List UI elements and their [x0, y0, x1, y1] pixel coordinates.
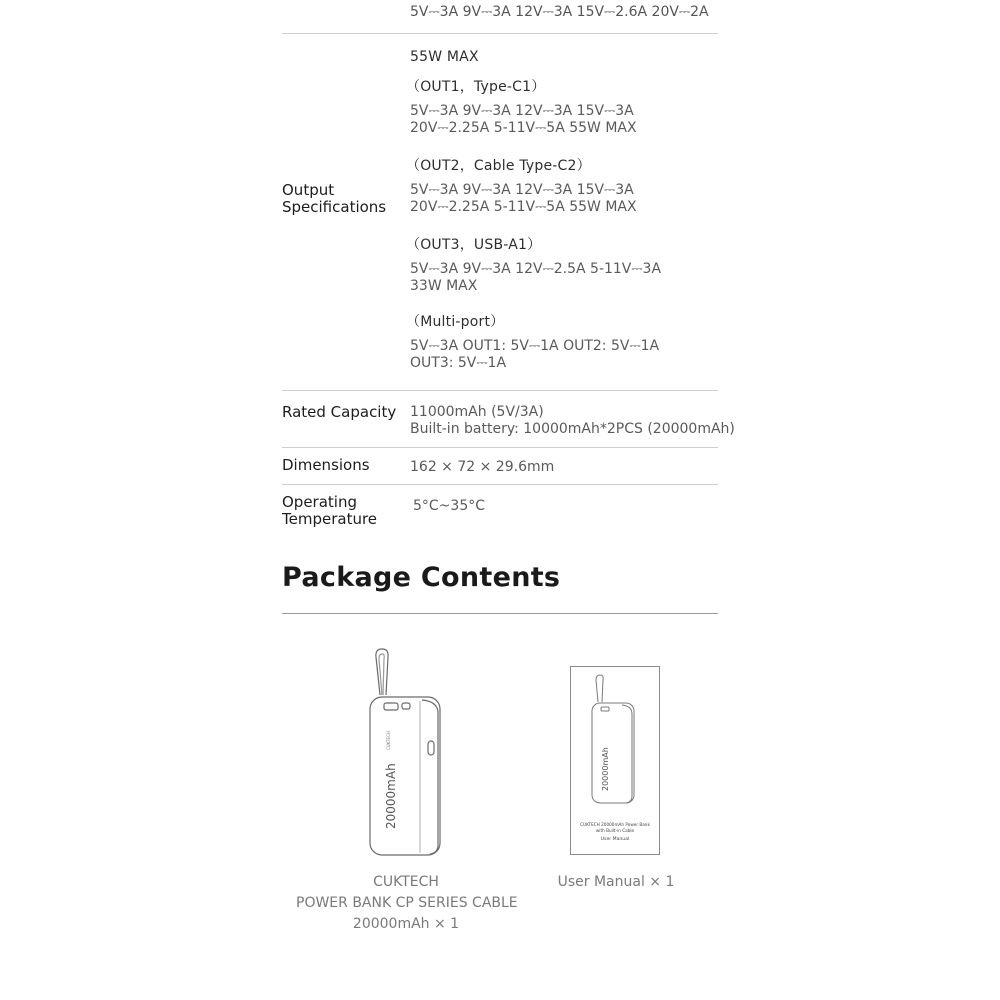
- item1-caption: [296, 872, 516, 935]
- out2-line1: 5V⎓3A 9V⎓3A 12V⎓3A 15V⎓3A: [410, 182, 634, 198]
- manual-cover-line2: with Built-in Cable: [595, 828, 635, 833]
- title-divider: [282, 613, 718, 614]
- rated-capacity-label: Rated Capacity: [282, 403, 397, 421]
- rated-capacity-line1: 11000mAh (5V/3A): [410, 404, 544, 420]
- divider: [282, 390, 718, 391]
- multi-port-line2: OUT3: 5V⎓1A: [410, 355, 507, 371]
- multi-port-line1: 5V⎓3A OUT1: 5V⎓1A OUT2: 5V⎓1A: [410, 338, 660, 354]
- operating-temperature-value: 5°C~35°C: [413, 498, 486, 514]
- rated-capacity-line2: Built-in battery: 10000mAh*2PCS (20000mAh): [410, 421, 735, 437]
- item1-product: POWER BANK CP SERIES CABLE: [296, 895, 518, 911]
- item1-quantity: 20000mAh × 1: [352, 916, 460, 932]
- output-max: 55W MAX: [410, 49, 479, 65]
- package-contents-title: Package Contents: [282, 562, 561, 593]
- out1-line1: 5V⎓3A 9V⎓3A 12V⎓3A 15V⎓3A: [410, 103, 634, 119]
- item2-caption: User Manual × 1: [557, 874, 675, 890]
- out3-line2: 33W MAX: [410, 278, 478, 294]
- multi-port-heading: （Multi-port）: [406, 314, 505, 330]
- out3-heading: （OUT3，USB-A1）: [406, 237, 542, 253]
- dimensions-value: 162 × 72 × 29.6mm: [410, 459, 555, 475]
- manual-cover-line1: CUKTECH 20000mAh Power Bank: [580, 822, 650, 827]
- divider: [282, 447, 718, 448]
- power-bank-illustration: [362, 645, 462, 860]
- dimensions-label: Dimensions: [282, 456, 370, 474]
- user-manual-illustration: [570, 666, 660, 856]
- out2-heading: （OUT2，Cable Type-C2）: [406, 158, 591, 174]
- operating-temperature-label: Operating Temperature: [282, 493, 378, 528]
- item1-brand: CUKTECH: [373, 874, 439, 890]
- divider: [282, 484, 718, 485]
- out1-heading: （OUT1，Type-C1）: [406, 79, 546, 95]
- power-bank-capacity-print: 20000mAh: [384, 763, 398, 829]
- svg-text:CUKTECH: CUKTECH: [386, 731, 391, 750]
- manual-cover-line3: User Manual: [600, 837, 630, 842]
- previous-spec-value: 5V⎓3A 9V⎓3A 12V⎓3A 15V⎓2.6A 20V⎓2A: [410, 4, 709, 20]
- divider: [282, 33, 718, 34]
- output-specifications-label: Output Specifications: [282, 181, 387, 216]
- out3-line1: 5V⎓3A 9V⎓3A 12V⎓2.5A 5-11V⎓3A: [410, 261, 662, 277]
- out2-line2: 20V⎓2.25A 5-11V⎓5A 55W MAX: [410, 199, 637, 215]
- out1-line2: 20V⎓2.25A 5-11V⎓5A 55W MAX: [410, 120, 637, 136]
- manual-capacity-print: 20000mAh: [601, 747, 610, 791]
